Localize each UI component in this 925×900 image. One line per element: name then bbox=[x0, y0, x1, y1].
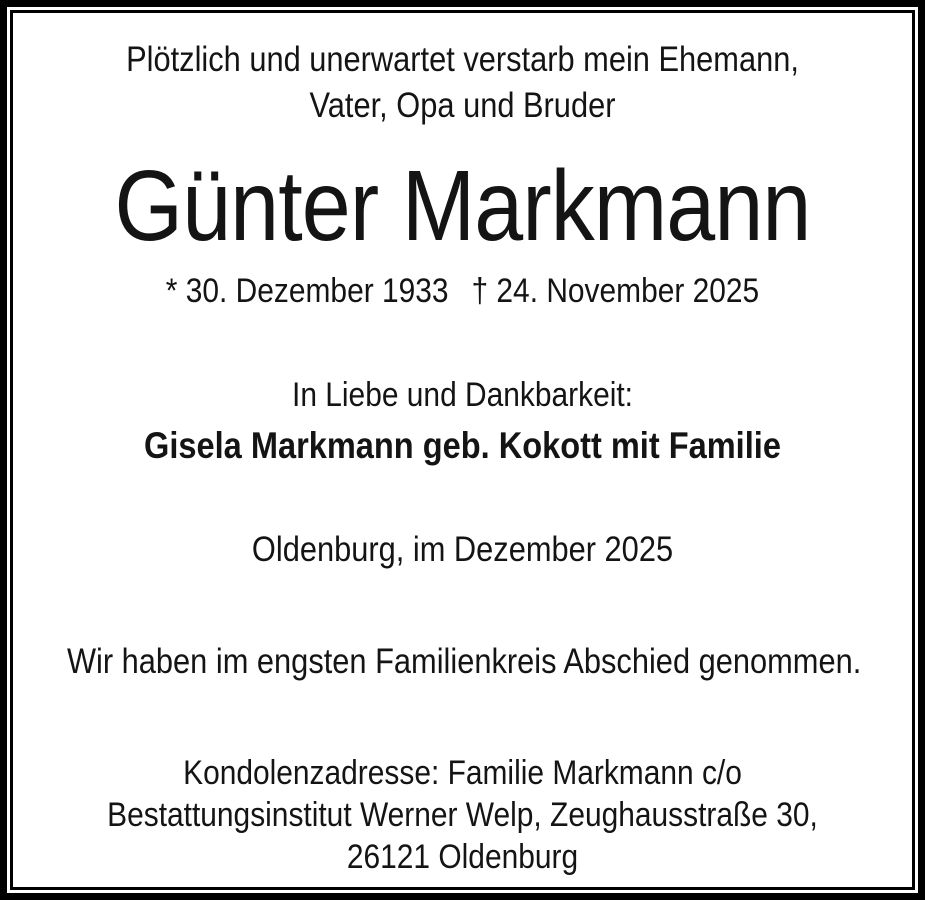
died-cross-symbol: † bbox=[471, 272, 489, 310]
death-date bbox=[471, 272, 759, 310]
life-dates bbox=[67, 271, 858, 311]
intro-line-2: Vater, Opa und Bruder bbox=[309, 86, 616, 125]
deceased-name: Günter Markmann bbox=[114, 150, 811, 262]
farewell-line: Wir haben im engsten Familienkreis Abschied genommen. bbox=[66, 642, 862, 681]
condolence-line-1: Kondolenzadresse: Familie Markmann c/o bbox=[183, 754, 742, 792]
gratitude-line: In Liebe und Dankbarkeit: bbox=[292, 376, 633, 414]
intro-text bbox=[13, 37, 912, 129]
condolence-address bbox=[13, 752, 912, 878]
born-symbol: * bbox=[165, 272, 178, 310]
obituary-card bbox=[10, 10, 915, 890]
mourner-line: Gisela Markmann geb. Kokott mit Familie bbox=[144, 425, 781, 466]
birth-date-text: 30. Dezember 1933 bbox=[185, 272, 449, 310]
birth-date bbox=[166, 272, 449, 310]
intro-line-1: Plötzlich und unerwartet verstarb mein Ehemann, bbox=[126, 40, 799, 79]
place-date-line: Oldenburg, im Dezember 2025 bbox=[251, 530, 674, 569]
death-date-text: 24. November 2025 bbox=[496, 272, 760, 310]
condolence-line-2: Bestattungsinstitut Werner Welp, Zeughausstraße 30, bbox=[107, 796, 818, 834]
condolence-line-3: 26121 Oldenburg bbox=[346, 838, 579, 876]
